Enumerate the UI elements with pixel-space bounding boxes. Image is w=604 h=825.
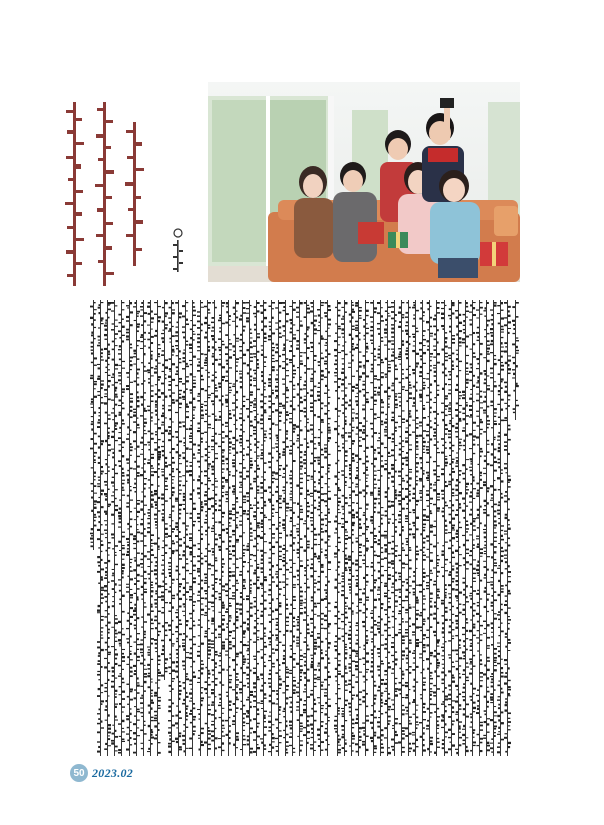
text-column: [253, 300, 258, 756]
text-column: [218, 300, 223, 756]
text-column: [126, 300, 131, 756]
text-column: [462, 300, 467, 756]
body-text-left: [90, 300, 332, 760]
text-column: [448, 300, 453, 756]
title-line-1: [122, 100, 148, 250]
text-column: [355, 300, 360, 756]
text-column: [140, 300, 145, 756]
text-column: [211, 300, 216, 756]
text-column: [483, 300, 488, 756]
text-column: [426, 300, 431, 756]
text-column: [268, 300, 273, 756]
text-column: [104, 300, 109, 756]
text-column: [441, 300, 446, 756]
text-column: [282, 300, 287, 756]
text-column: [384, 300, 389, 756]
text-column: [419, 300, 424, 756]
author-byline: [170, 228, 186, 274]
page-number: 50: [70, 764, 88, 782]
text-column: [362, 300, 367, 756]
text-column: [412, 300, 417, 756]
text-column: [497, 300, 502, 756]
text-column: [147, 300, 152, 756]
text-column: [97, 300, 102, 756]
text-column: [317, 300, 322, 756]
text-column: [175, 300, 180, 756]
text-column: [133, 300, 138, 756]
text-column: [455, 300, 460, 756]
text-column: [504, 300, 509, 756]
text-column: [476, 300, 481, 756]
title-line-3: [62, 100, 88, 290]
text-column: [469, 300, 474, 756]
text-column: [377, 300, 382, 756]
text-column: [111, 300, 116, 756]
text-column: [341, 300, 346, 756]
text-column: [204, 300, 209, 756]
text-column: [154, 300, 159, 756]
title-line-2: [92, 100, 118, 290]
body-text-right: [334, 300, 520, 760]
text-column: [260, 300, 265, 756]
text-column: [90, 300, 95, 550]
text-column: [433, 300, 438, 756]
text-column: [289, 300, 294, 756]
text-column: [239, 300, 244, 756]
text-column: [398, 300, 403, 756]
text-column: [303, 300, 308, 756]
text-column: [182, 300, 187, 756]
text-column: [391, 300, 396, 756]
text-column: [168, 300, 173, 756]
text-column: [118, 300, 123, 756]
text-column: [324, 300, 329, 756]
text-column: [225, 300, 230, 756]
issue-date: 2023.02: [92, 765, 134, 780]
text-column: [405, 300, 410, 756]
text-column: [490, 300, 495, 756]
text-column: [370, 300, 375, 756]
text-column: [334, 300, 339, 756]
text-column: [161, 300, 166, 680]
text-column: [189, 300, 194, 756]
page-footer: [70, 763, 133, 783]
text-column: [512, 300, 517, 420]
text-column: [275, 300, 280, 756]
text-column: [296, 300, 301, 756]
article-photo: [208, 82, 520, 282]
text-column: [310, 300, 315, 756]
text-column: [197, 300, 202, 756]
text-column: [232, 300, 237, 756]
text-column: [246, 300, 251, 756]
text-column: [348, 300, 353, 756]
